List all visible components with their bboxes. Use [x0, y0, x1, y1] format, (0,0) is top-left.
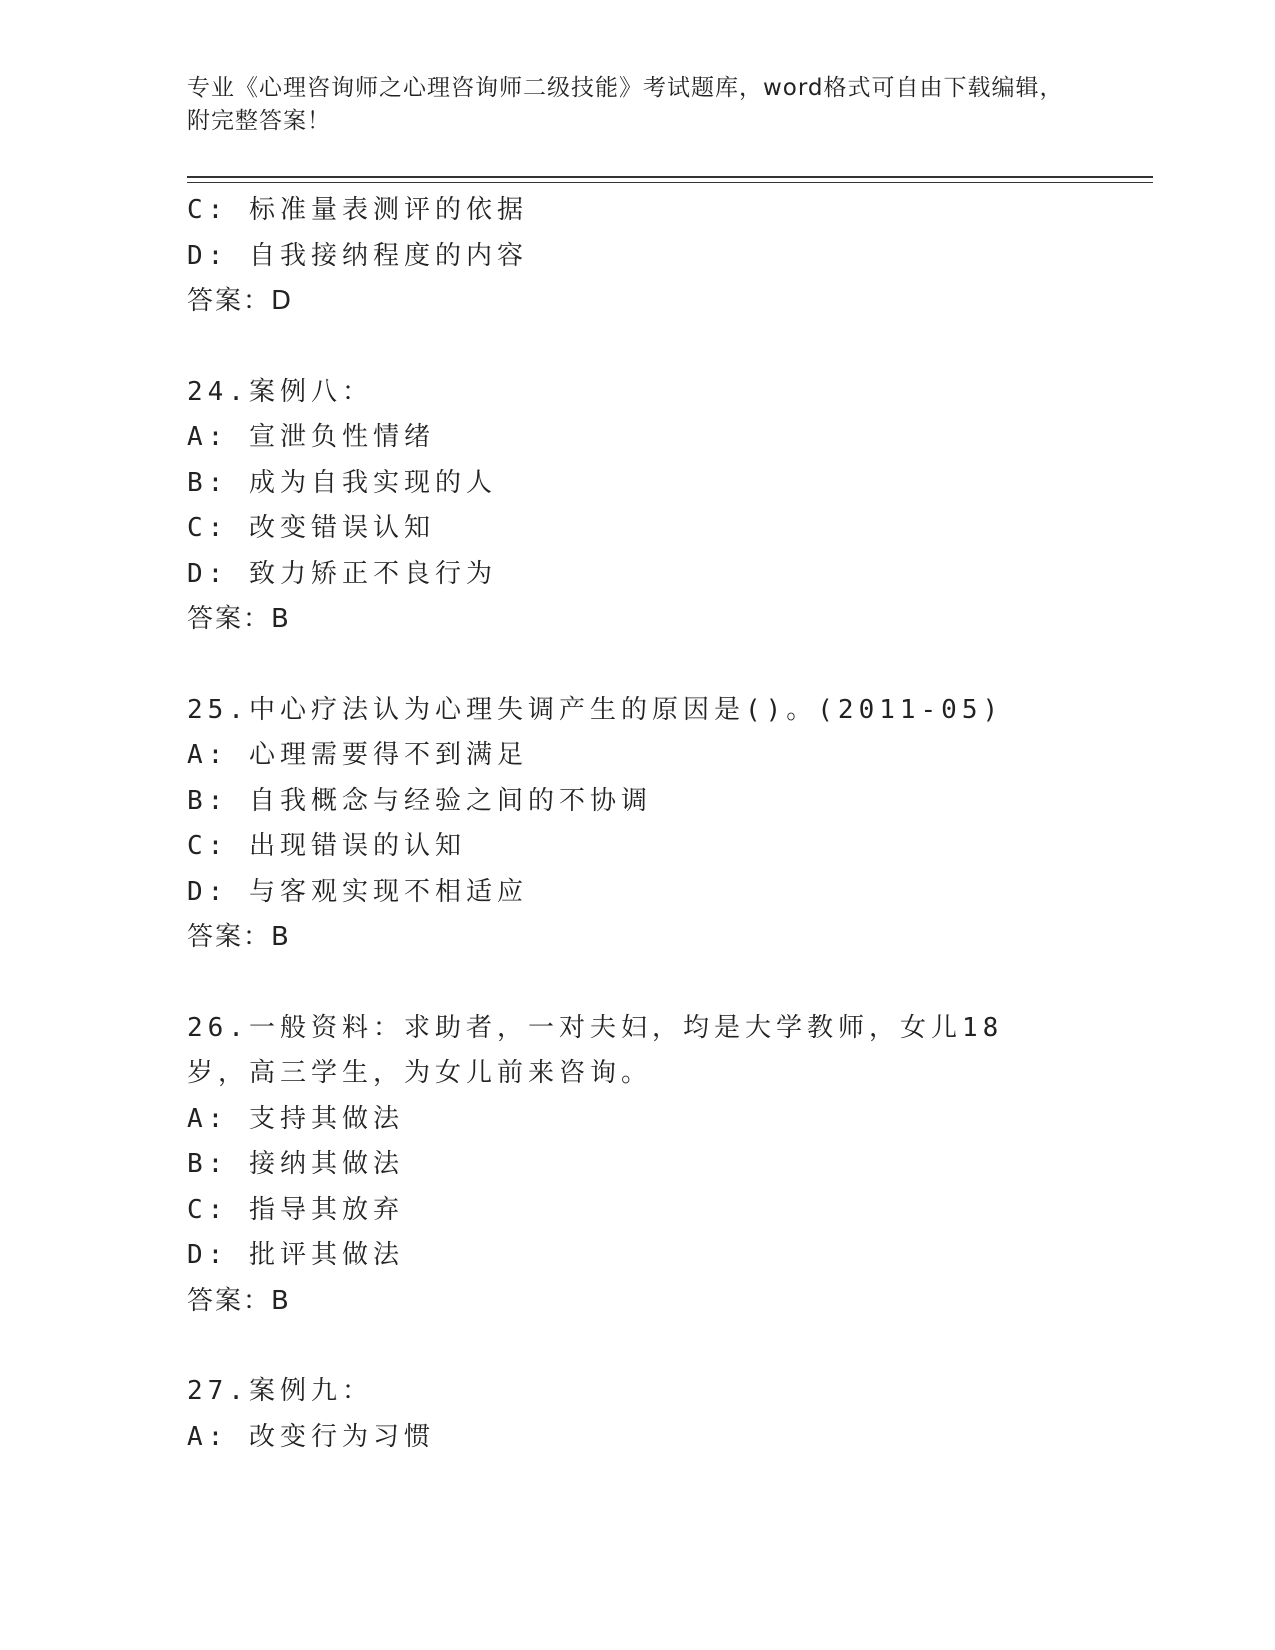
option-b: B: 自我概念与经验之间的不协调 [187, 785, 652, 816]
option-c: C: 标准量表测评的依据 [187, 195, 528, 225]
option-c: C: 指导其放弃 [187, 1194, 404, 1225]
question-stem: 24.案例八： [187, 376, 373, 407]
document-header: 专业《心理咨询师之心理咨询师二级技能》考试题库，word格式可自由下载编辑，附完整答案！ [187, 75, 1064, 134]
answer: 答案：B [187, 604, 291, 634]
header-divider-thick [187, 176, 1153, 178]
question-26 [187, 1006, 1087, 1325]
header-divider-thin [187, 182, 1153, 183]
option-d: D: 自我接纳程度的内容 [187, 240, 528, 271]
option-a: A: 心理需要得不到满足 [187, 740, 528, 770]
question-list [187, 188, 1087, 1460]
question-25 [187, 688, 1087, 961]
question-stem: 25.中心疗法认为心理失调产生的原因是()。(2011-05) [187, 694, 1004, 725]
option-d: D: 批评其做法 [187, 1240, 404, 1270]
option-a: A: 改变行为习惯 [187, 1421, 435, 1452]
answer: 答案：B [187, 922, 291, 952]
question-stem: 27.案例九： [187, 1376, 373, 1406]
option-b: B: 成为自我实现的人 [187, 467, 497, 498]
question-27 [187, 1369, 1087, 1460]
question-24 [187, 370, 1087, 643]
option-a: A: 宣泄负性情绪 [187, 422, 435, 452]
option-a: A: 支持其做法 [187, 1103, 404, 1134]
answer: 答案：B [187, 1285, 291, 1316]
option-b: B: 接纳其做法 [187, 1149, 404, 1179]
option-c: C: 改变错误认知 [187, 513, 435, 543]
option-d: D: 与客观实现不相适应 [187, 876, 528, 907]
option-c: C: 出现错误的认知 [187, 831, 466, 861]
answer: 答案：D [187, 286, 294, 316]
question-23-continuation [187, 188, 1087, 325]
option-d: D: 致力矫正不良行为 [187, 558, 497, 589]
question-stem: 26.一般资料：求助者，一对夫妇，均是大学教师，女儿18岁，高三学生，为女儿前来咨询。 [187, 1012, 1004, 1088]
